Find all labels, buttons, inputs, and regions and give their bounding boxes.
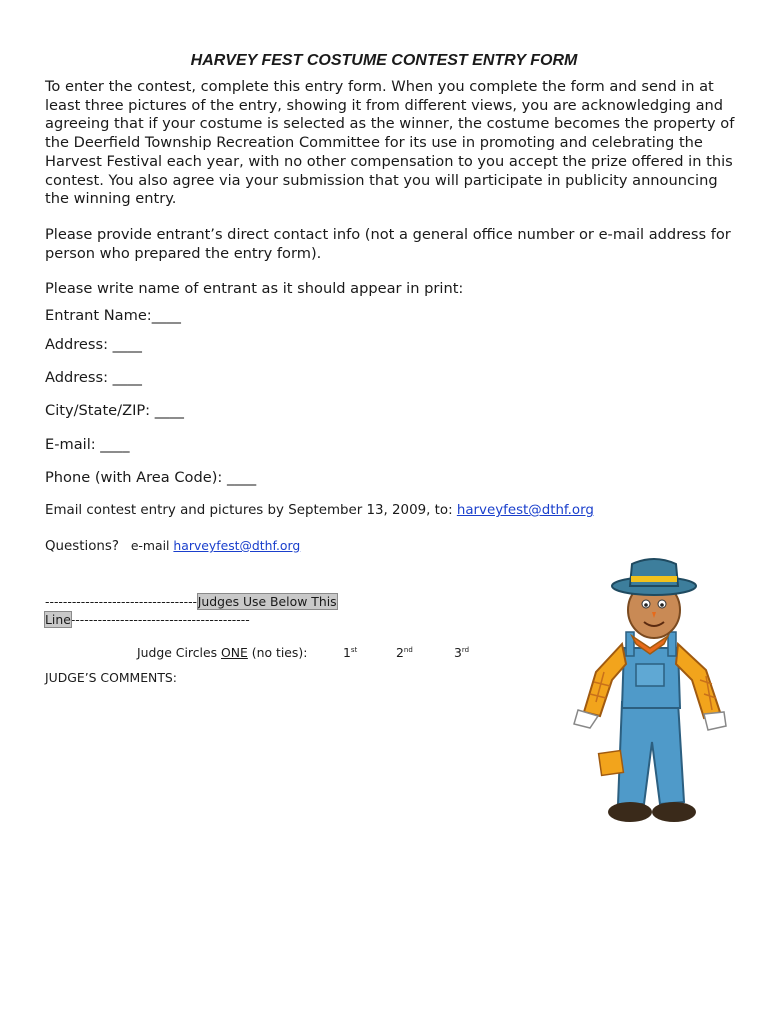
- phone-field[interactable]: Phone (with Area Code): ____: [45, 469, 257, 486]
- questions-text: e-mail: [130, 538, 174, 553]
- place-second[interactable]: [396, 645, 413, 660]
- submit-instruction: [45, 503, 594, 518]
- place-first[interactable]: [343, 645, 357, 660]
- place-second-num: 2: [396, 645, 404, 660]
- address-field-1[interactable]: Address: ____: [45, 336, 142, 353]
- place-first-num: 1: [343, 645, 351, 660]
- questions-line: [45, 538, 300, 554]
- contact-note: Please provide entrant’s direct contact info (not a general office number or e-mail address for person who prepared the entry form).: [45, 226, 731, 262]
- intro-paragraph: To enter the contest, complete this entry form. When you complete the form and send in at least three pictures of the entry, showing it from different views, you are acknowledging and agreeing that if your costume is selected as the winner, the costume becomes the property of the Deerfield Township Recreation Committee for its use in promoting and celebrating the Harvest Festival each year, with no other compensation to you accept the prize offered in this contest. You also agree via your submission that you will participate in publicity announcing the winning entry.: [45, 78, 735, 208]
- questions-label: Questions?: [45, 539, 119, 554]
- page-title: HARVEY FEST COSTUME CONTEST ENTRY FORM: [190, 52, 578, 69]
- divider-dashes: ----------------------------------: [45, 594, 198, 609]
- divider-dashes-end: ----------------------------------------: [70, 612, 250, 627]
- questions-email-link[interactable]: harveyfest@dthf.org: [173, 538, 301, 553]
- place-second-sup: nd: [403, 646, 413, 654]
- judges-comments-label: JUDGE’S COMMENTS:: [45, 670, 177, 685]
- judges-line-label-end: Line: [45, 612, 71, 627]
- email-field[interactable]: E-mail: ____: [45, 436, 130, 453]
- circle-prefix: Judge Circles: [137, 645, 221, 660]
- address-field-2[interactable]: Address: ____: [45, 369, 142, 386]
- place-third-sup: rd: [461, 646, 470, 654]
- print-note: Please write name of entrant as it should appear in print:: [45, 280, 464, 297]
- submit-text: Email contest entry and pictures by September 13, 2009, to:: [45, 503, 457, 518]
- city-state-zip-field[interactable]: City/State/ZIP: ____: [45, 402, 184, 419]
- entrant-name-field[interactable]: Entrant Name:____: [45, 307, 181, 324]
- judges-line-label: Judges Use Below This: [197, 594, 337, 609]
- judges-divider-top: [45, 594, 337, 609]
- place-first-sup: st: [350, 646, 358, 654]
- place-third[interactable]: [454, 645, 469, 660]
- scarecrow-illustration: [560, 552, 730, 842]
- circle-one: ONE: [221, 645, 248, 660]
- submit-email-link[interactable]: harveyfest@dthf.org: [456, 503, 594, 518]
- judge-circle-instruction: [137, 645, 307, 660]
- place-third-num: 3: [454, 645, 462, 660]
- judges-divider-bottom: [45, 612, 250, 627]
- circle-suffix: (no ties):: [247, 645, 308, 660]
